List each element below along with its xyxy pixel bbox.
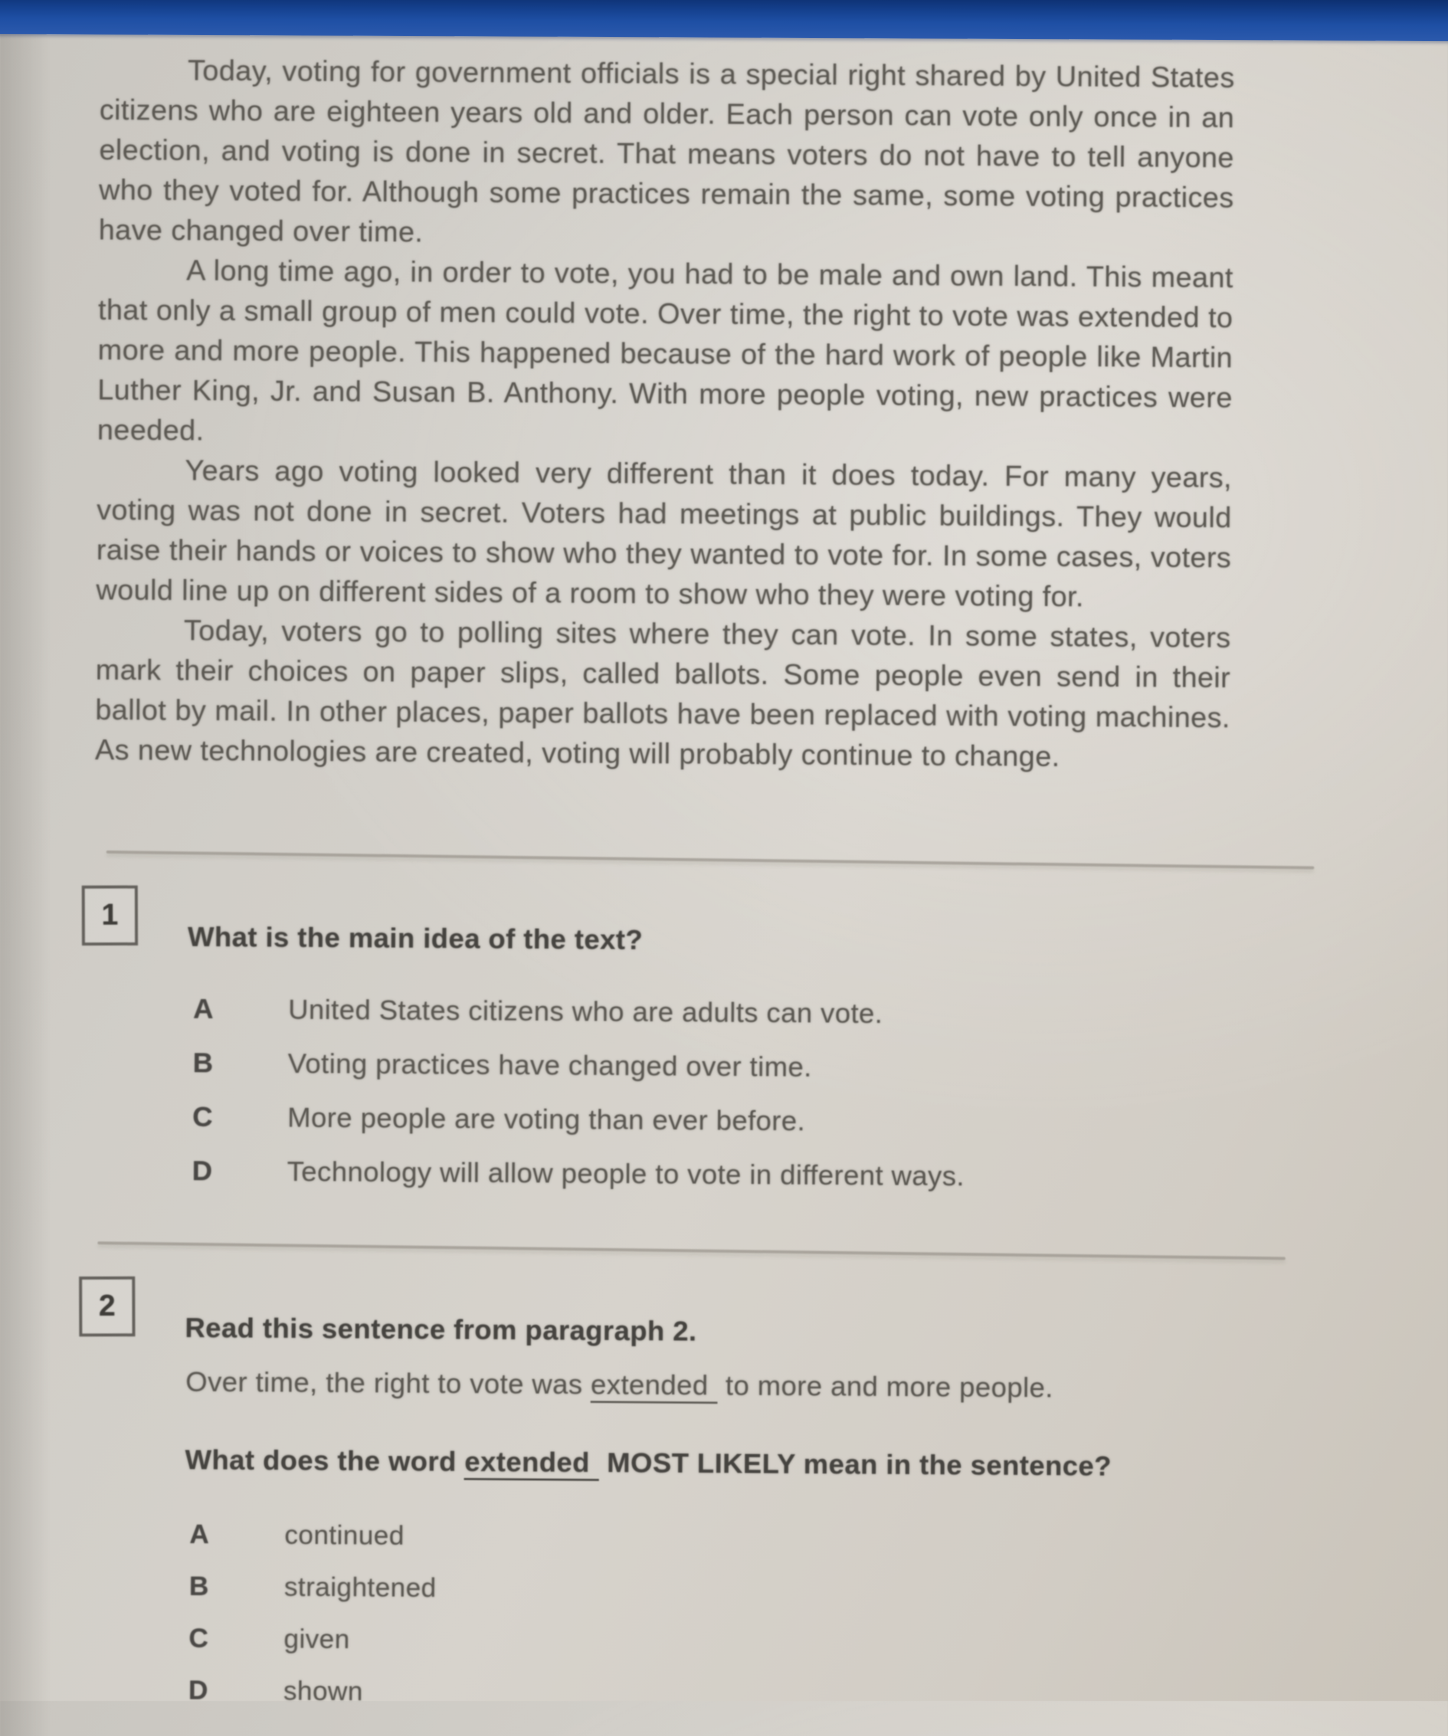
answer-option (188, 1675, 1436, 1714)
question-2-prompt (185, 1443, 1208, 1484)
option-letter: D (188, 1675, 209, 1706)
option-text: continued (284, 1519, 405, 1551)
option-letter: B (192, 1047, 214, 1079)
question-2-header (79, 1276, 1226, 1347)
option-text: Technology will allow people to vote in different ways. (286, 1155, 965, 1192)
option-letter: C (188, 1623, 209, 1654)
question-1-prompt: What is the main idea of the text? (187, 921, 643, 956)
option-text: given (283, 1623, 350, 1655)
answer-option (192, 1102, 1440, 1141)
passage-paragraph-1: Today, voting for government officials is a special right shared by United States citizens who are eighteen years old and older. Each person can vote only once in an election, and voting is done in secret. That means voters do not have to tell anyone who they voted for. Although some practices remain the same, some voting practices have changed over time. (98, 55, 1235, 249)
answer-option (192, 1156, 1440, 1195)
option-text: straightened (284, 1571, 437, 1603)
question-1-number-box: 1 (82, 885, 138, 945)
passage-paragraph-3: Years ago voting looked very different than it does today. For many years, voting was not done in secret. Voters had meetings at public buildings. They would raise their hands or voices to show who they wanted to vote for. In some cases, voters would line up on different sides of a room to show who they were voting for. (96, 455, 1233, 614)
option-letter: A (189, 1519, 210, 1550)
option-text: More people are voting than ever before. (287, 1101, 806, 1137)
prompt-before: What does the word (184, 1444, 465, 1477)
question-1-header (82, 885, 1229, 956)
passage-paragraph-2: A long time ago, in order to vote, you had to be male and own land. This meant that only a small group of men could vote. Over time, the right to vote was extended to more and more people. This happened because of the hard work of people like Martin Luther King, Jr. and Susan B. Anthony. With more people voting, new practices were needed. (97, 255, 1234, 448)
prompt-after: MOST LIKELY mean in the sentence? (598, 1446, 1112, 1482)
question-2-number-box: 2 (79, 1276, 135, 1336)
answer-option (189, 1519, 1437, 1558)
option-text: United States citizens who are adults can vote. (288, 993, 883, 1029)
quote-before: Over time, the right to vote was (185, 1366, 591, 1400)
question-2-quoted-sentence (185, 1365, 1208, 1406)
question-1-options (192, 994, 1441, 1195)
section-divider (106, 850, 1314, 869)
option-letter: A (193, 993, 214, 1025)
reading-passage (0, 34, 1448, 780)
option-text: Voting practices have changed over time. (287, 1047, 813, 1083)
worksheet-page (0, 34, 1448, 1736)
answer-option (193, 994, 1441, 1033)
answer-option (189, 1623, 1437, 1662)
option-letter: D (191, 1155, 213, 1187)
option-letter: B (189, 1571, 209, 1602)
answer-option (189, 1571, 1437, 1610)
quote-underlined-word: extended (591, 1369, 718, 1404)
quote-after: to more and more people. (717, 1369, 1054, 1404)
question-2-options (188, 1519, 1437, 1714)
passage-paragraph-4: Today, voters go to polling sites where they can vote. In some states, voters mark their choices on paper slips, called ballots. Some people even send in their ballot by mail. In other places, paper ballots have been replaced with voting machines. As new technologies are created, voting will probably continue to change. (94, 615, 1231, 774)
question-2-intro: Read this sentence from paragraph 2. (184, 1312, 697, 1347)
option-text: shown (283, 1675, 364, 1707)
answer-option (193, 1048, 1441, 1087)
section-divider (98, 1241, 1286, 1260)
prompt-underlined-word: extended (464, 1446, 599, 1481)
option-letter: C (192, 1101, 213, 1133)
